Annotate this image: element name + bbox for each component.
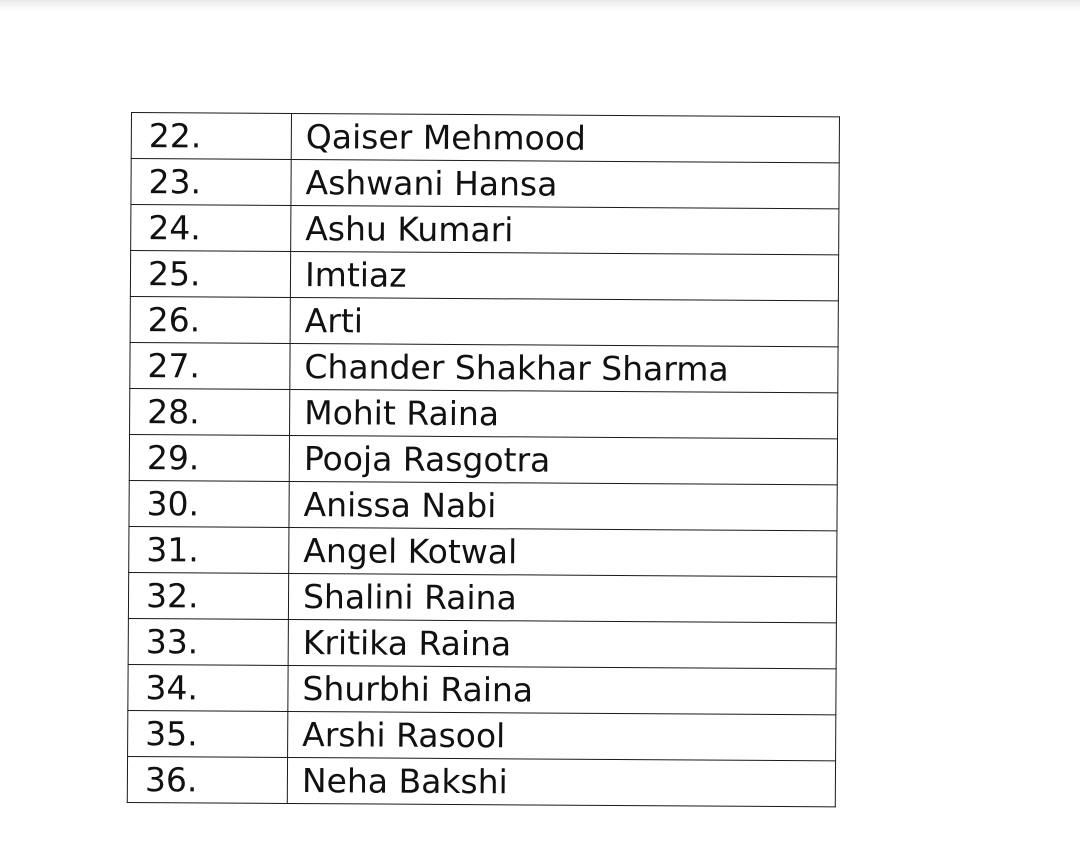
serial-number-cell: 31. xyxy=(129,526,289,573)
serial-number-cell: 33. xyxy=(128,618,288,665)
table-row xyxy=(131,159,839,209)
name-cell: Angel Kotwal xyxy=(289,527,837,576)
table-row xyxy=(130,388,838,438)
table-row xyxy=(131,205,839,255)
table-row xyxy=(130,251,838,301)
serial-number-cell: 34. xyxy=(128,664,288,711)
serial-number-cell: 28. xyxy=(130,388,290,435)
serial-number-cell: 23. xyxy=(131,159,291,206)
name-cell: Anissa Nabi xyxy=(289,481,837,530)
serial-number-cell: 22. xyxy=(131,113,291,160)
name-cell: Pooja Rasgotra xyxy=(289,435,837,484)
serial-number-cell: 25. xyxy=(130,251,290,298)
names-table xyxy=(127,112,840,807)
serial-number-cell: 29. xyxy=(129,434,289,481)
table-row xyxy=(128,572,836,622)
table-row xyxy=(129,526,837,576)
name-cell: Ashwani Hansa xyxy=(291,159,839,208)
table-row xyxy=(130,296,838,346)
serial-number-cell: 36. xyxy=(127,756,287,803)
table-row xyxy=(128,618,836,668)
table-row xyxy=(128,710,836,760)
name-cell: Arshi Rasool xyxy=(288,711,836,760)
table-row xyxy=(129,434,837,484)
table-row xyxy=(128,664,836,714)
name-cell: Qaiser Mehmood xyxy=(291,113,839,162)
name-cell: Arti xyxy=(290,297,838,346)
name-cell: Neha Bakshi xyxy=(287,757,835,806)
serial-number-cell: 27. xyxy=(130,342,290,389)
serial-number-cell: 35. xyxy=(128,710,288,757)
name-cell: Shurbhi Raina xyxy=(288,665,836,714)
serial-number-cell: 24. xyxy=(131,205,291,252)
name-cell: Ashu Kumari xyxy=(291,205,839,254)
name-cell: Shalini Raina xyxy=(288,573,836,622)
serial-number-cell: 30. xyxy=(129,480,289,527)
table-row xyxy=(130,342,838,392)
table-row xyxy=(131,113,839,163)
name-cell: Imtiaz xyxy=(290,251,838,300)
table-row xyxy=(127,756,835,806)
serial-number-cell: 26. xyxy=(130,296,290,343)
name-cell: Mohit Raina xyxy=(290,389,838,438)
name-cell: Chander Shakhar Sharma xyxy=(290,343,838,392)
serial-number-cell: 32. xyxy=(128,572,288,619)
name-cell: Kritika Raina xyxy=(288,619,836,668)
table-row xyxy=(129,480,837,530)
